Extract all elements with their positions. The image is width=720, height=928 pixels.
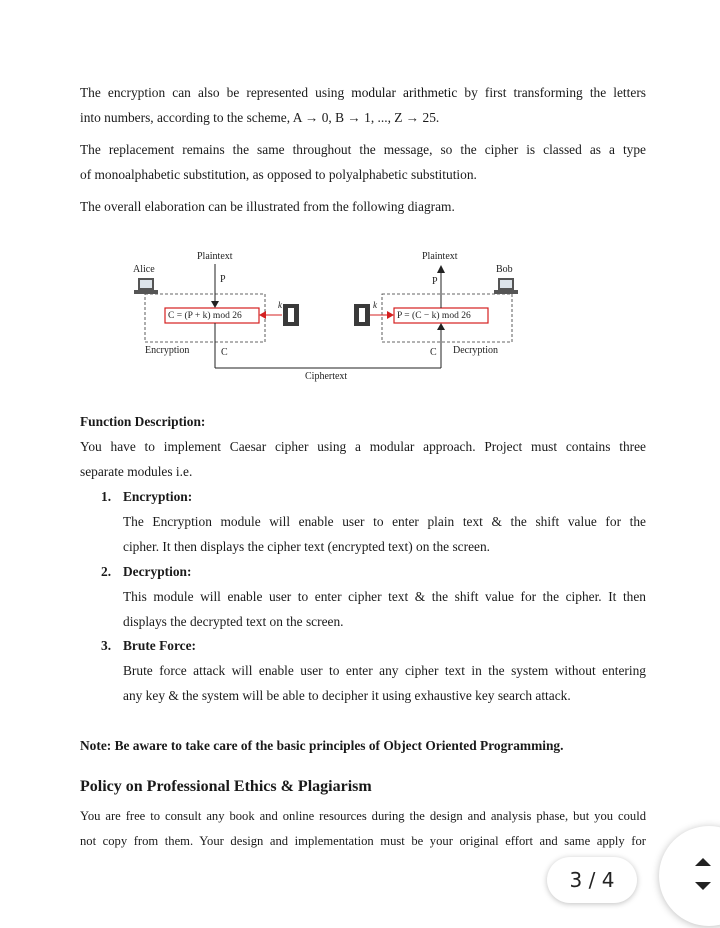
alice-label: Alice bbox=[133, 264, 155, 275]
policy-paragraph: You are free to consult any book and online resources during the design and analysis phase, but you could not copy from them. Your design and implementation must be your original effort and same apply for bbox=[80, 809, 646, 848]
function-description-section: Function Description: You have to implement Caesar cipher using a modular approach. Project must contains three separate modules i.e. bbox=[80, 409, 646, 484]
arrow-down-icon bbox=[211, 301, 219, 308]
caesar-cipher-diagram bbox=[130, 244, 530, 384]
arrow-down-icon[interactable] bbox=[695, 882, 711, 890]
page-indicator: 3 / 4 bbox=[547, 857, 637, 903]
c-label-right: C bbox=[430, 347, 437, 358]
arrow-up-icon bbox=[437, 323, 445, 330]
oop-note: Note: Be aware to take care of the basic principles of Object Oriented Programming. bbox=[80, 738, 564, 753]
ciphertext-label: Ciphertext bbox=[305, 371, 348, 382]
page-nav-button[interactable] bbox=[659, 826, 720, 926]
arrow-up-icon bbox=[437, 265, 445, 273]
key-label-left: k bbox=[278, 300, 282, 310]
encryption-formula: C = (P + k) mod 26 bbox=[168, 311, 242, 321]
paragraph-monoalphabetic: The replacement remains the same throughout the message, so the cipher is classed as a type of monoalphabetic substitution, as opposed to polyalphabetic substitution. bbox=[80, 142, 646, 182]
term-modular-arithmetic: modular arithmetic bbox=[351, 85, 458, 100]
term-monoalphabetic: monoalphabetic substitution bbox=[94, 167, 246, 182]
bob-label: Bob bbox=[496, 264, 513, 275]
p-label-right: P bbox=[432, 276, 438, 287]
key-label-right: k bbox=[373, 300, 377, 310]
paragraph-modular-arithmetic: The encryption can also be represented using modular arithmetic by first transforming the letters into numbers, according to the scheme, A → 0, B → 1, ..., Z → 25. bbox=[80, 85, 646, 125]
key-arrow-left-icon bbox=[259, 311, 266, 319]
plaintext-label-left: Plaintext bbox=[197, 251, 233, 262]
term-polyalphabetic: polyalphabetic substitution bbox=[328, 167, 474, 182]
list-item-title: Brute Force: bbox=[123, 638, 196, 653]
encryption-label: Encryption bbox=[145, 345, 190, 356]
paragraph-diagram-intro: The overall elaboration can be illustrated from the following diagram. bbox=[80, 199, 455, 214]
arrow-up-icon[interactable] bbox=[695, 858, 711, 866]
list-item: 3. Brute Force: Brute force attack will enable user to enter any cipher text in the system without entering any key & the system will be able to decipher it using exhaustive key search attack. bbox=[101, 633, 646, 708]
decryption-formula: P = (C − k) mod 26 bbox=[397, 311, 471, 321]
key-arrow-right-icon bbox=[387, 311, 394, 319]
policy-heading: Policy on Professional Ethics & Plagiarism bbox=[80, 778, 372, 795]
p-label-left: P bbox=[220, 274, 226, 285]
list-item-title: Encryption: bbox=[123, 489, 193, 504]
list-item: 1. Encryption: The Encryption module will enable user to enter plain text & the shift value for the cipher. It then displays the cipher text (encrypted text) on the screen. bbox=[101, 484, 646, 559]
c-label-left: C bbox=[221, 347, 228, 358]
plaintext-label-right: Plaintext bbox=[422, 251, 458, 262]
function-description-heading: Function Description: bbox=[80, 414, 206, 429]
list-item: 2. Decryption: This module will enable user to enter cipher text & the shift value for the cipher. It then displays the decrypted text on the screen. bbox=[101, 559, 646, 634]
list-item-title: Decryption: bbox=[123, 564, 192, 579]
decryption-label: Decryption bbox=[453, 345, 498, 356]
